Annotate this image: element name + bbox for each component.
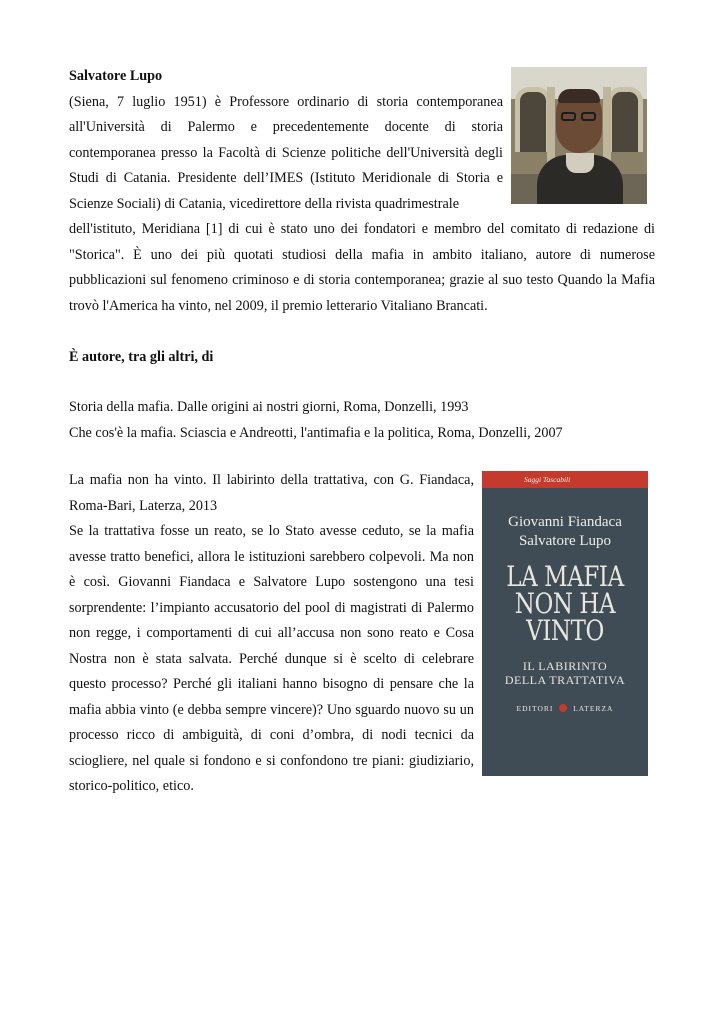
bio-section: [69, 64, 655, 319]
cover-title-line: LA MAFIA: [506, 560, 624, 593]
author-name: Salvatore Lupo: [69, 68, 163, 84]
cover-publisher-text: LATERZA: [573, 704, 614, 713]
cover-author: Giovanni Fiandaca: [508, 514, 622, 530]
publisher-logo-icon: [559, 704, 567, 712]
bio-text-wrapped: (Siena, 7 luglio 1951) è Professore ordinario di storia contemporanea all'Università di Palermo e precedentemente docente di storia contemporanea presso la Facoltà di Scienze politiche dell'Università degli Studi di Catania. Presidente dell’IMES (Istituto Meridionale di Storia e Scienze Sociali) di Catania, vicedirettore della rivista quadrimestrale: [69, 93, 503, 212]
book-cover: [482, 471, 648, 776]
work-item: Che cos'è la mafia. Sciascia e Andreotti, l'antimafia e la politica, Roma, Donzelli, 2007: [69, 424, 563, 441]
bio-text-full: dell'istituto, Meridiana [1] di cui è stato uno dei fondatori e membro del comitato di redazione di "Storica". È uno dei più quotati studiosi della mafia in ambito italiano, autore di numerose pubblicazioni sul fenomeno criminoso e di storia contemporanea; grazie al suo testo Quando la Mafia trovò l'America ha vinto, nel 2009, il premio letterario Vitaliano Brancati.: [69, 221, 655, 314]
cover-title-line: VINTO: [526, 614, 604, 647]
cover-series-band: Saggi Tascabili: [482, 471, 648, 488]
cover-publisher-text: EDITORI: [516, 704, 554, 713]
featured-book-description: Se la trattativa fosse un reato, se lo Stato avesse ceduto, se la mafia avesse tratto benefici, allora le istituzioni sarebbero colpevoli. Ma non è così. Giovanni Fiandaca e Salvatore Lupo sostengono una tesi sorprendente: l’impianto accusatorio del pool di magistrati di Palermo non regge, i comportamenti di cui all’accusa non sono reato e Cosa Nostra non è stata salvata. Perché dunque si è scelto di celebrare questo processo? Perché gli italiani hanno bisogno di pensare che la mafia abbia vinto (e debba sempre vincere)? Uno sguardo nuovo su un processo ricco di ambiguità, di coni d’ombra, di nodi tecnici da sciogliere, nel quale si fondono e si confondono tre piani: giudiziario, storico-politico, etico.: [69, 523, 474, 794]
cover-author: Salvatore Lupo: [518, 533, 612, 549]
works-heading: È autore, tra gli altri, di: [69, 349, 214, 365]
featured-book-section: [69, 468, 474, 800]
cover-subtitle-line: DELLA TRATTATIVA: [504, 673, 626, 687]
works-list: [69, 395, 655, 446]
featured-book-citation: La mafia non ha vinto. Il labirinto della trattativa, con G. Fiandaca, Roma-Bari, Laterza, 2013: [69, 472, 474, 514]
work-item: Storia della mafia. Dalle origini ai nostri giorni, Roma, Donzelli, 1993: [69, 399, 469, 415]
cover-subtitle-line: IL LABIRINTO: [522, 659, 608, 673]
cover-authors: [482, 513, 648, 551]
cover-subtitle: [482, 659, 648, 687]
cover-publisher: [482, 704, 648, 713]
cover-title: [497, 560, 633, 647]
cover-title-line: NON HA: [514, 587, 616, 620]
